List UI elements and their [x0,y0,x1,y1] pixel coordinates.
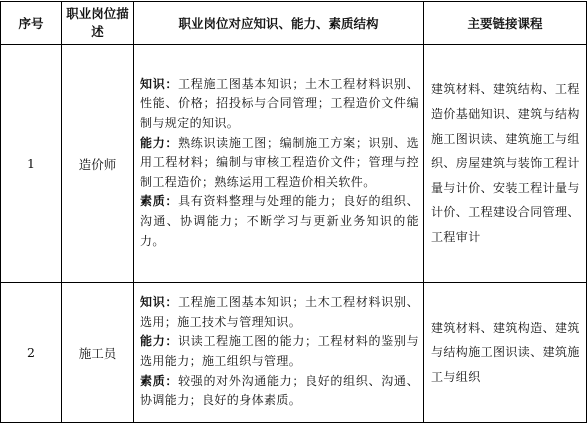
ability-block [140,134,419,193]
knowledge-block [140,293,419,332]
knowledge-text: 工程施工图基本知识；土木工程材料识别、选用；施工技术与管理知识。 [140,295,419,329]
ability-text: 识读工程施工图的能力；工程材料的鉴别与选用能力；施工组织与管理。 [140,334,419,368]
ability-label: 能力： [140,135,179,150]
row-number: 2 [1,283,62,423]
row-number: 1 [1,45,62,283]
knowledge-block [140,75,419,134]
table-row [1,283,587,423]
row-role: 造价师 [62,45,134,283]
knowledge-label: 知识： [140,295,179,310]
row-courses: 建筑材料、建筑结构、工程造价基础知识、建筑与结构施工图识读、建筑施工与组织、房屋建筑与装饰工程计量与计价、安装工程计量与计价、工程建设合同管理、工程审计 [424,45,587,283]
quality-block [140,372,419,411]
knowledge-label: 知识： [140,76,179,91]
row-requirements [134,45,424,283]
quality-block [140,192,419,251]
row-requirements [134,283,424,423]
quality-text: 具有资料整理与处理的能力；良好的组织、沟通、协调能力；不断学习与更新业务知识的能力。 [140,194,419,248]
header-number: 序号 [1,2,62,45]
quality-label: 素质： [140,194,179,209]
ability-block [140,332,419,371]
quality-text: 较强的对外沟通能力；良好的组织、沟通、协调能力；良好的身体素质。 [140,373,419,408]
header-courses: 主要链接课程 [424,2,587,45]
row-role: 施工员 [62,283,134,423]
table-row [1,45,587,283]
ability-text: 熟练识读施工图；编制施工方案；识别、选用工程材料；编制与审核工程造价文件；管理与控制工程造价；熟练运用工程造价相关软件。 [140,135,419,189]
row-courses: 建筑材料、建筑构造、建筑与结构施工图识读、建筑施工与组织 [424,283,587,423]
quality-label: 素质： [140,373,179,388]
ability-label: 能力： [140,334,179,349]
job-requirements-table [0,1,587,423]
header-requirements: 职业岗位对应知识、能力、素质结构 [134,2,424,45]
knowledge-text: 工程施工图基本知识；土木工程材料识别、性能、价格；招投标与合同管理；工程造价文件编制与规定的知识。 [140,76,419,131]
header-row [1,2,587,45]
header-job-description: 职业岗位描述 [62,2,134,45]
